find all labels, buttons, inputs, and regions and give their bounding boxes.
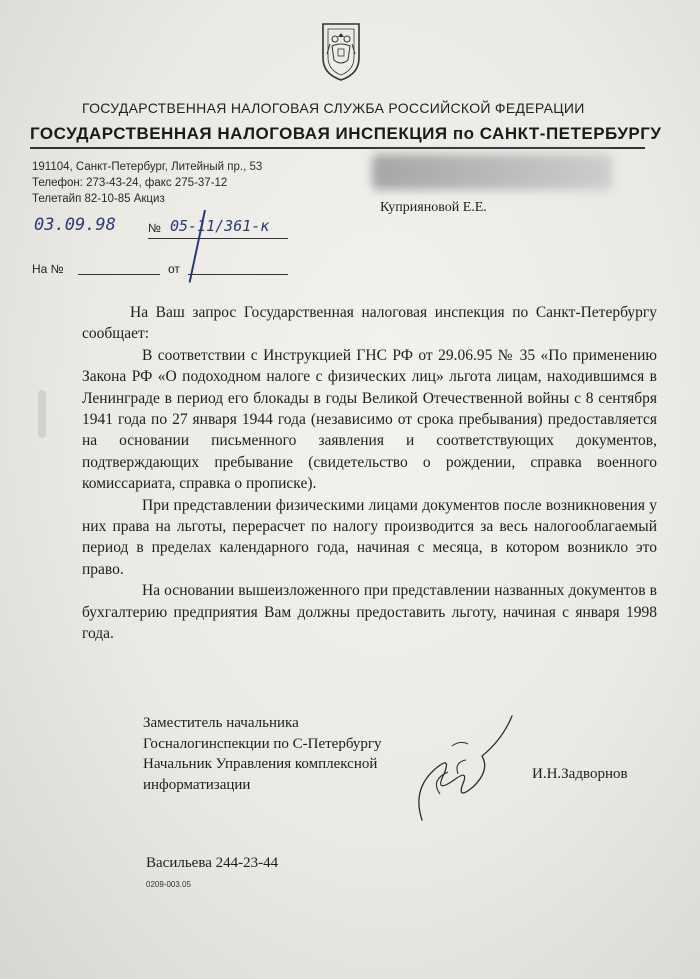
reference-date-label: от — [168, 262, 180, 276]
reference-number-label: На № — [32, 262, 64, 276]
signatory-title-line: Начальник Управления комплексной — [143, 756, 378, 772]
addressee-name: Куприяновой Е.Е. — [380, 200, 487, 215]
service-name: ГОСУДАРСТВЕННАЯ НАЛОГОВАЯ СЛУЖБА РОССИЙСКОЙ ФЕДЕРАЦИИ — [82, 100, 585, 116]
phone-line: Телефон: 273-43-24, факс 275-37-12 — [32, 177, 228, 189]
number-underline — [148, 238, 288, 239]
reference-date-line — [188, 274, 288, 275]
redacted-address-block — [372, 154, 612, 190]
signatory-title-line: Госналогинспекции по С-Петербургу — [143, 735, 382, 752]
outgoing-date: 03.09.98 — [34, 215, 116, 235]
signatory-title — [143, 713, 382, 795]
outgoing-number: 05-11/361-к — [170, 217, 270, 235]
margin-mark — [38, 390, 46, 438]
signatory-name: И.Н.Задворнов — [532, 766, 628, 782]
body-paragraph: При представлении физическими лицами документов после возникновения у них права на льготы, перерасчет по налогу производится за весь налогооблагаемый период в пределах календарного года, начиная с месяца, в котором возникло это право. — [82, 496, 657, 578]
address-line: 191104, Санкт-Петербург, Литейный пр., 53 — [32, 161, 263, 173]
signatory-title-line: информатизации — [143, 776, 251, 793]
body-paragraph: В соответствии с Инструкцией ГНС РФ от 29.06.95 № 35 «По применению Закона РФ «О подоходном налоге с физических лиц» льгота лицам, находившимся в Ленинграде в период его блокады в годы Великой Отечественной войны с 8 сентября 1941 года по 27 января 1944 года (независимо от срока пребывания) предоставляется на основании письменного заявления и соответствующих документов, подтверждающих пребывание (свидетельство о рождении, справка военного комиссариата, справка о прописке). — [82, 346, 657, 493]
body-paragraph: На Ваш запрос Государственная налоговая инспекция по Санкт-Петербургу сообщает: — [82, 304, 657, 343]
letter-body — [82, 302, 657, 645]
inspection-name: ГОСУДАРСТВЕННАЯ НАЛОГОВАЯ ИНСПЕКЦИЯ по САНКТ-ПЕТЕРБУРГУ — [30, 124, 662, 143]
coat-of-arms-emblem — [318, 20, 364, 82]
body-paragraph: На основании вышеизложенного при представлении названных документов в бухгалтерию предприятия Вам должны предоставить льготу, начиная с января 1998 года. — [82, 582, 657, 643]
executor-contact: Васильева 244-23-44 — [146, 855, 279, 871]
teletype-line: Телетайп 82-10-85 Акциз — [32, 193, 165, 205]
form-code: 0209-003.05 — [146, 880, 191, 889]
signatory-title-line: Заместитель начальника — [143, 715, 299, 731]
handwritten-signature — [362, 710, 522, 830]
header-divider — [30, 147, 645, 149]
outgoing-number-label: № — [148, 221, 161, 235]
reference-number-line — [78, 274, 160, 275]
